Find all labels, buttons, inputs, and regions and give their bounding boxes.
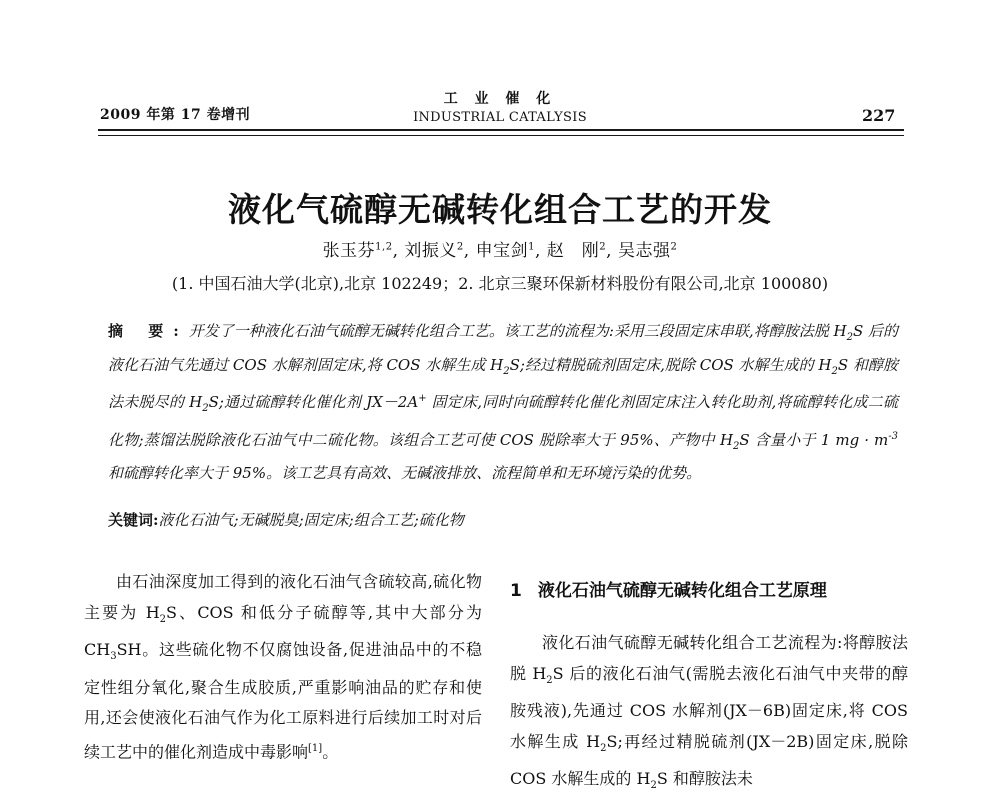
author-affiliation-mark: 1 xyxy=(528,241,535,253)
subscript: 2 xyxy=(831,365,838,377)
subscript: 2 xyxy=(546,674,553,686)
subscript: 2 xyxy=(650,780,657,792)
abstract-text: 固定床,同时向硫醇转化催化剂固定床注入转化助剂,将硫醇转化成二硫化物;蒸馏法脱除液化石油气中二硫化物。该组合工艺可使 COS 脱除率大于 95%、产物中 H xyxy=(108,393,898,449)
body-text: 。 xyxy=(322,742,339,762)
abstract-text: S 和醇胺法未脱尽的 H xyxy=(108,355,898,411)
section-heading xyxy=(510,576,930,601)
body-text: SH。这些硫化物不仅腐蚀设备,促进油品中的不稳定性组分氧化,聚合生成胶质,严重影响油品的贮存和使用,还会使液化石油气作为化工原料进行后续加工时对后续工艺中的催化剂造成中毒影响 xyxy=(84,640,482,762)
body-text: 液化石油气硫醇无碱转化组合工艺流程为:将醇胺法脱 H xyxy=(510,633,908,683)
body-text: S;再经过精脱硫剂(JX－2B)固定床,脱除 COS 水解生成的 H xyxy=(510,731,908,789)
paper-title: 液化气硫醇无碱转化组合工艺的开发 xyxy=(228,190,772,229)
journal-name-en: INDUSTRIAL CATALYSIS xyxy=(413,110,587,125)
page-number: 227 xyxy=(862,106,896,125)
keywords-text: 液化石油气;无碱脱臭;固定床;组合工艺;硫化物 xyxy=(158,511,464,529)
superscript: + xyxy=(418,393,427,404)
author-name: 赵 刚 xyxy=(546,241,600,261)
author-name: 张玉芬 xyxy=(322,241,376,261)
abstract-text: S;通过硫醇转化催化剂 JX－2A xyxy=(208,393,419,411)
author-affiliation-mark: 2 xyxy=(599,241,607,253)
subscript: 2 xyxy=(600,742,607,754)
abstract-text: S 后的液化石油气先通过 COS 水解剂固定床,将 COS 水解生成 H xyxy=(108,322,899,374)
header-rule-thick xyxy=(98,129,904,131)
author-affiliation-mark: 2 xyxy=(670,241,678,253)
body-left-column xyxy=(84,567,482,768)
author-name: 申宝剑 xyxy=(475,241,529,261)
author-affiliation-mark: 1,2 xyxy=(375,241,393,253)
body-right-column xyxy=(510,628,908,802)
body-text: S 后的液化石油气(需脱去液化石油气中夹带的醇胺残液),先通过 COS 水解剂(JX－6B)固定床,将 COS 水解生成 H xyxy=(510,663,908,751)
abstract-label: 摘 要: xyxy=(108,322,189,340)
subscript: 2 xyxy=(846,332,853,343)
keywords xyxy=(108,509,898,530)
body-text: S 和醇胺法未 xyxy=(656,769,753,789)
author-name: 吴志强 xyxy=(617,241,671,261)
keywords-label: 关键词: xyxy=(108,511,159,529)
issue-info: 2009 年第 17 卷增刊 xyxy=(100,107,251,123)
author-affiliation-mark: 2 xyxy=(456,241,464,253)
affiliations: (1. 中国石油大学(北京),北京 102249；2. 北京三聚环保新材料股份有限公司,北京 100080) xyxy=(171,274,829,293)
body-text: 由石油深度加工得到的液化石油气含硫较高,硫化物主要为 H xyxy=(84,572,482,622)
abstract xyxy=(108,318,898,488)
section-title: 液化石油气硫醇无碱转化组合工艺原理 xyxy=(537,581,827,601)
page-header xyxy=(0,0,1000,145)
abstract-text: S 含量小于 1 mg · m xyxy=(739,430,889,449)
abstract-text: 和硫醇转化率大于 95%。该工艺具有高效、无碱液排放、流程简单和无环境污染的优势。 xyxy=(108,464,702,482)
author-list: 张玉芬$^{1,2}$, 刘振义$^2$, 申宝剑$^1$, 赵 刚$^2$, 吴志强$^2$ xyxy=(322,241,678,261)
journal-name-cn: 工 业 催 化 xyxy=(443,91,557,107)
section-number: 1 xyxy=(510,581,522,601)
citation: [1] xyxy=(308,742,323,754)
subscript: 3 xyxy=(110,651,117,663)
superscript: -3 xyxy=(888,430,898,442)
header-rule-thin xyxy=(98,135,904,136)
abstract-text: 开发了一种液化石油气硫醇无碱转化组合工艺。该工艺的流程为:采用三段固定床串联,将醇胺法脱 H xyxy=(188,322,847,340)
abstract-text: S;经过精脱硫剂固定床,脱除 COS 水解生成的 H xyxy=(509,355,832,374)
author-name: 刘振义 xyxy=(404,241,457,261)
journal-name xyxy=(0,88,1000,125)
subscript: 2 xyxy=(202,403,209,414)
body-text: S、COS 和低分子硫醇等,其中大部分为 CH xyxy=(84,602,482,660)
subscript: 2 xyxy=(503,365,510,377)
subscript: 2 xyxy=(159,613,167,625)
subscript: 2 xyxy=(733,440,740,452)
